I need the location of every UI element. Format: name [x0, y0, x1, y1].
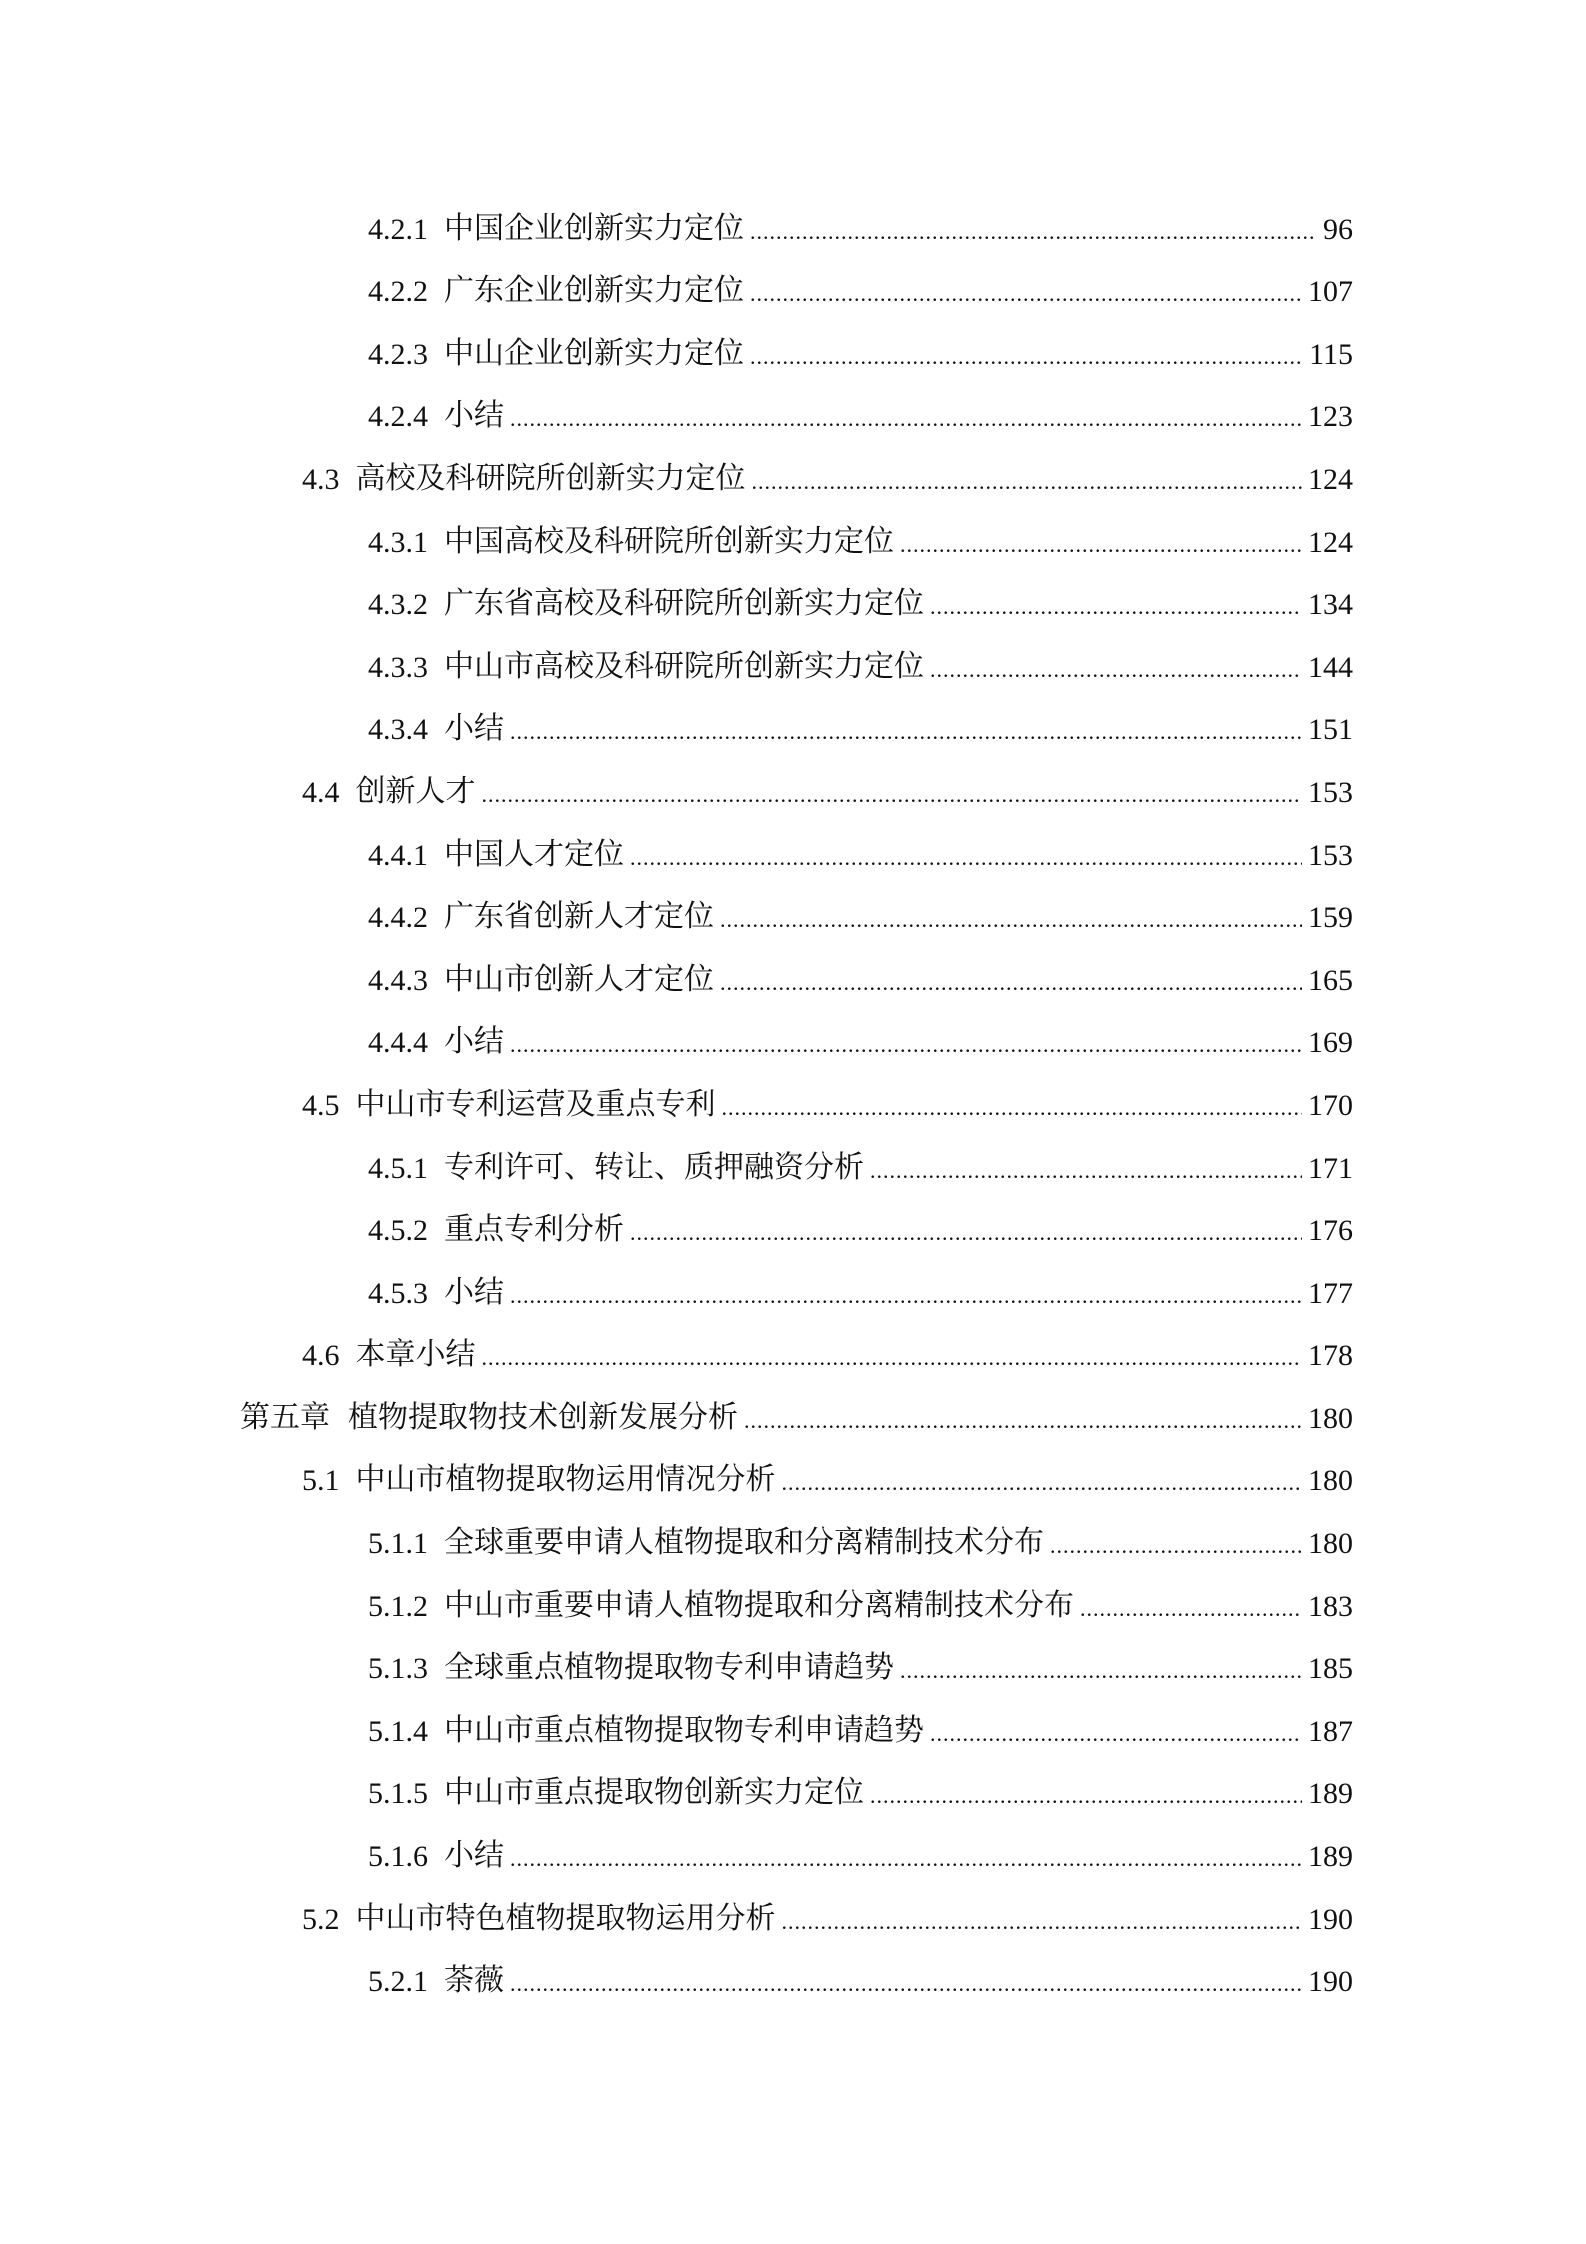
toc-entry-page: 176 [1308, 1214, 1353, 1248]
toc-entry-number: 4.5 [302, 1088, 340, 1122]
toc-entry-title: 中山市重要申请人植物提取和分离精制技术分布 [444, 1587, 1074, 1623]
toc-entry[interactable] [0, 755, 1586, 818]
toc-entry[interactable] [0, 630, 1586, 693]
toc-dot-leader [630, 847, 1302, 873]
toc-dot-leader [1050, 1535, 1302, 1561]
toc-entry-title: 小结 [444, 1838, 504, 1874]
toc-entry-title: 高校及科研院所创新实力定位 [355, 460, 746, 496]
toc-entry-page: 144 [1308, 650, 1353, 684]
toc-entry[interactable] [0, 1068, 1586, 1131]
toc-entry-title: 中山市重点提取物创新实力定位 [444, 1775, 864, 1811]
toc-dot-leader [744, 1410, 1302, 1436]
toc-dot-leader [510, 1848, 1302, 1874]
toc-dot-leader [930, 1723, 1302, 1749]
toc-entry-title: 中山市重点植物提取物专利申请趋势 [444, 1712, 924, 1748]
toc-entry[interactable] [0, 1569, 1586, 1632]
toc-dot-leader [900, 534, 1302, 560]
toc-dot-leader [510, 1034, 1302, 1060]
toc-entry-number: 4.2.1 [368, 212, 428, 246]
toc-dot-leader [870, 1160, 1302, 1186]
toc-entry[interactable] [0, 1506, 1586, 1569]
toc-entry-title: 广东企业创新实力定位 [444, 273, 744, 309]
toc-entry-number: 5.1.2 [368, 1589, 428, 1623]
toc-entry-page: 107 [1308, 275, 1353, 309]
toc-entry-number: 4.3.1 [368, 525, 428, 559]
toc-dot-leader [510, 408, 1302, 434]
toc-entry-page: 170 [1308, 1088, 1353, 1122]
toc-entry-number: 4.2.4 [368, 400, 428, 434]
toc-entry-page: 153 [1308, 775, 1353, 809]
toc-entry[interactable] [0, 505, 1586, 568]
toc-entry[interactable] [0, 442, 1586, 505]
toc-entry-page: 185 [1308, 1652, 1353, 1686]
toc-entry-number: 4.3.4 [368, 713, 428, 747]
toc-entry-number: 5.1.6 [368, 1840, 428, 1874]
toc-entry-number: 4.4.1 [368, 838, 428, 872]
toc-entry-title: 中山企业创新实力定位 [444, 335, 744, 371]
toc-entry-page: 180 [1308, 1401, 1353, 1435]
toc-entry[interactable] [0, 1694, 1586, 1757]
toc-entry[interactable] [0, 1319, 1586, 1382]
toc-entry-title: 中山市植物提取物运用情况分析 [355, 1462, 776, 1498]
toc-entry-number: 4.4 [302, 775, 340, 809]
toc-entry-page: 96 [1323, 212, 1353, 246]
toc-entry-page: 171 [1308, 1151, 1353, 1185]
toc-entry-number: 5.2.1 [368, 1965, 428, 1999]
toc-entry-title: 全球重点植物提取物专利申请趋势 [444, 1650, 894, 1686]
toc-entry-title: 广东省创新人才定位 [444, 899, 714, 935]
toc-entry-title: 重点专利分析 [444, 1212, 624, 1248]
toc-entry-number: 4.3.2 [368, 588, 428, 622]
toc-entry[interactable] [0, 1945, 1586, 2008]
toc-dot-leader [630, 1222, 1302, 1248]
toc-entry[interactable] [0, 1444, 1586, 1507]
toc-entry[interactable] [0, 943, 1586, 1006]
toc-entry[interactable] [0, 380, 1586, 443]
toc-entry-number: 4.3.3 [368, 650, 428, 684]
toc-entry-page: 183 [1308, 1589, 1353, 1623]
toc-entry-page: 159 [1308, 901, 1353, 935]
toc-entry-page: 153 [1308, 838, 1353, 872]
toc-entry-number: 5.1 [302, 1464, 340, 1498]
toc-dot-leader [720, 909, 1302, 935]
toc-entry-number: 4.2.3 [368, 337, 428, 371]
toc-entry-number: 5.1.4 [368, 1714, 428, 1748]
toc-dot-leader [722, 1097, 1303, 1123]
toc-entry-number: 4.3 [302, 462, 340, 496]
toc-entry[interactable] [0, 881, 1586, 944]
toc-entry[interactable] [0, 693, 1586, 756]
toc-entry-title: 荼薇 [444, 1963, 504, 1999]
toc-entry-page: 190 [1308, 1965, 1353, 1999]
toc-dot-leader [870, 1785, 1302, 1811]
toc-entry-number: 5.1.3 [368, 1652, 428, 1686]
toc-entry-number: 5.1.5 [368, 1777, 428, 1811]
toc-entry-page: 180 [1308, 1464, 1353, 1498]
toc-entry-page: 124 [1308, 525, 1353, 559]
toc-entry-title: 中国高校及科研院所创新实力定位 [444, 523, 894, 559]
toc-entry[interactable] [0, 568, 1586, 631]
toc-entry-title: 全球重要申请人植物提取和分离精制技术分布 [444, 1525, 1044, 1561]
toc-entry[interactable] [0, 1632, 1586, 1695]
toc-dot-leader [750, 346, 1303, 372]
toc-entry-title: 小结 [444, 1274, 504, 1310]
toc-entry[interactable] [0, 1882, 1586, 1945]
toc-entry-title: 中国人才定位 [444, 836, 624, 872]
toc-entry-title: 中山市特色植物提取物运用分析 [355, 1900, 776, 1936]
toc-entry-page: 115 [1309, 337, 1353, 371]
toc-dot-leader [782, 1911, 1303, 1937]
toc-entry-number: 4.5.2 [368, 1214, 428, 1248]
toc-dot-leader [752, 471, 1303, 497]
toc-entry-number: 4.5.3 [368, 1276, 428, 1310]
toc-dot-leader [930, 596, 1302, 622]
toc-entry-number: 4.6 [302, 1339, 340, 1373]
toc-entry-number: 4.4.2 [368, 901, 428, 935]
toc-entry[interactable] [0, 317, 1586, 380]
toc-entry-title: 创新人才 [355, 773, 476, 809]
toc-entry-number: 4.4.3 [368, 963, 428, 997]
toc-dot-leader [750, 221, 1317, 247]
toc-entry-page: 187 [1308, 1714, 1353, 1748]
toc-entry[interactable] [0, 1194, 1586, 1257]
toc-entry-page: 123 [1308, 400, 1353, 434]
toc-entry[interactable] [0, 1006, 1586, 1069]
toc-dot-leader [510, 721, 1302, 747]
toc-entry-title: 中山市高校及科研院所创新实力定位 [444, 648, 924, 684]
toc-entry-number: 4.4.4 [368, 1026, 428, 1060]
toc-entry-page: 151 [1308, 713, 1353, 747]
toc-dot-leader [1080, 1598, 1302, 1624]
toc-entry-page: 180 [1308, 1527, 1353, 1561]
table-of-contents [0, 192, 1586, 2007]
toc-entry-title: 广东省高校及科研院所创新实力定位 [444, 586, 924, 622]
toc-entry-page: 189 [1308, 1840, 1353, 1874]
toc-dot-leader [900, 1660, 1302, 1686]
toc-entry[interactable] [0, 1256, 1586, 1319]
toc-entry-page: 165 [1308, 963, 1353, 997]
toc-entry-page: 190 [1308, 1902, 1353, 1936]
toc-entry-title: 中山市创新人才定位 [444, 961, 714, 997]
toc-entry[interactable] [0, 1131, 1586, 1194]
toc-entry[interactable] [0, 192, 1586, 255]
toc-entry-number: 第五章 [240, 1400, 330, 1434]
toc-entry[interactable] [0, 1819, 1586, 1882]
toc-entry-title: 小结 [444, 1024, 504, 1060]
toc-dot-leader [510, 1973, 1302, 1999]
toc-entry-title: 中山市专利运营及重点专利 [355, 1086, 716, 1122]
toc-entry-title: 植物提取物技术创新发展分析 [348, 1399, 738, 1435]
toc-entry[interactable] [0, 1757, 1586, 1820]
toc-entry-title: 专利许可、转让、质押融资分析 [444, 1149, 864, 1185]
toc-entry-page: 134 [1308, 588, 1353, 622]
toc-entry-title: 小结 [444, 398, 504, 434]
toc-entry-number: 5.1.1 [368, 1527, 428, 1561]
toc-entry-page: 178 [1308, 1339, 1353, 1373]
toc-entry-page: 189 [1308, 1777, 1353, 1811]
toc-dot-leader [782, 1472, 1303, 1498]
toc-dot-leader [720, 972, 1302, 998]
toc-entry-number: 4.5.1 [368, 1151, 428, 1185]
toc-dot-leader [482, 784, 1303, 810]
toc-entry-title: 本章小结 [355, 1337, 476, 1373]
toc-entry[interactable] [0, 818, 1586, 881]
toc-entry-title: 小结 [444, 711, 504, 747]
toc-entry[interactable] [0, 255, 1586, 318]
toc-entry-number: 4.2.2 [368, 275, 428, 309]
toc-dot-leader [750, 283, 1302, 309]
toc-entry-number: 5.2 [302, 1902, 340, 1936]
toc-entry-page: 177 [1308, 1276, 1353, 1310]
toc-dot-leader [482, 1347, 1303, 1373]
toc-dot-leader [930, 659, 1302, 685]
toc-entry-page: 169 [1308, 1026, 1353, 1060]
toc-entry[interactable] [0, 1381, 1586, 1444]
toc-dot-leader [510, 1285, 1302, 1311]
toc-entry-page: 124 [1308, 462, 1353, 496]
toc-entry-title: 中国企业创新实力定位 [444, 210, 744, 246]
